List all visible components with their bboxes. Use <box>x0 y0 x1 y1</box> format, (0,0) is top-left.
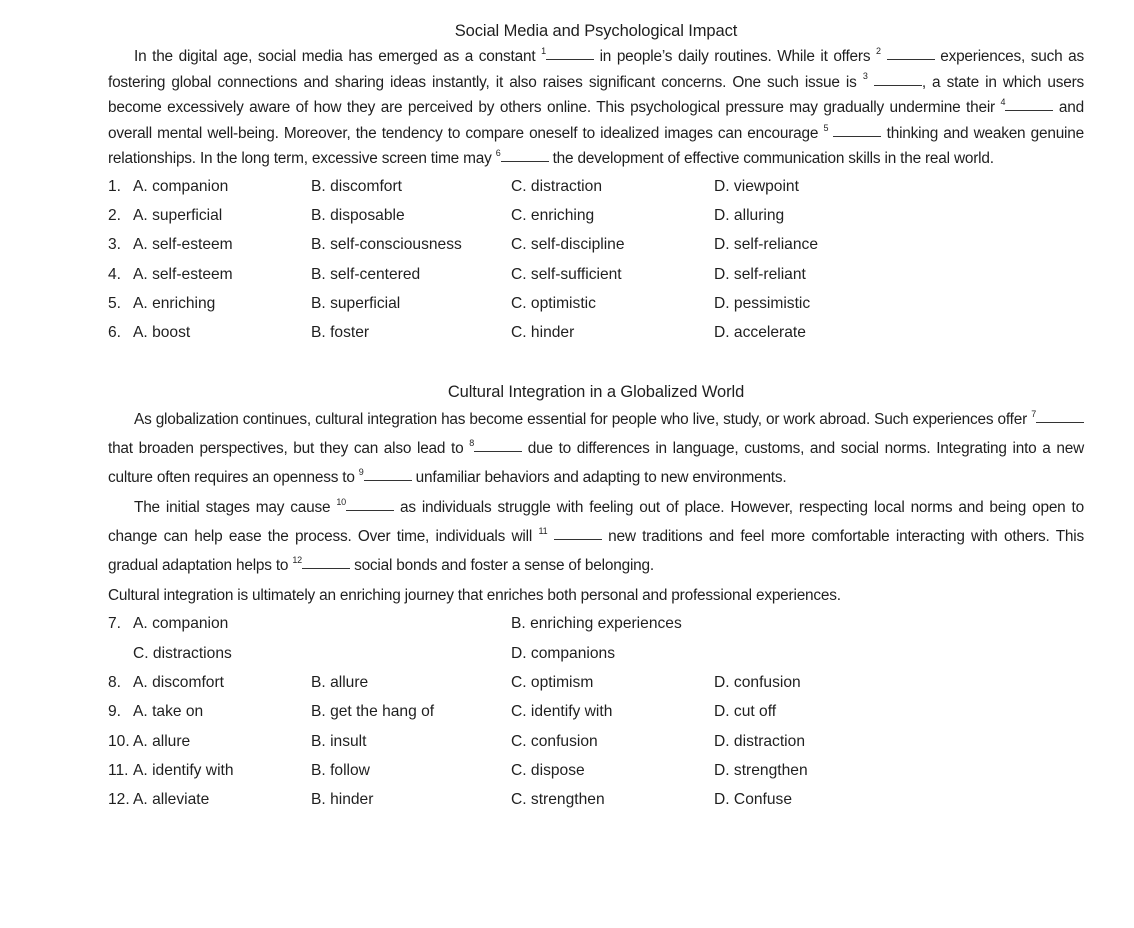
blank-number: 4 <box>1000 97 1006 108</box>
option-d[interactable]: D. pessimistic <box>714 294 811 312</box>
option-a[interactable]: A. companion <box>133 615 229 633</box>
question-row <box>108 231 1084 260</box>
blank-number: 6 <box>495 148 501 159</box>
blank-number: 11 <box>538 525 548 536</box>
blank-12[interactable] <box>302 567 350 569</box>
option-d[interactable]: D. accelerate <box>714 324 806 342</box>
option-c[interactable]: C. confusion <box>511 732 598 750</box>
question-number: 1. <box>108 177 122 195</box>
passage2-text: The initial stages may cause <box>134 498 337 516</box>
blank-4[interactable] <box>1005 109 1053 111</box>
question-number: 3. <box>108 236 122 254</box>
passage1-paragraph <box>108 44 1084 172</box>
option-b[interactable]: B. follow <box>311 761 370 779</box>
question-number: 9. <box>108 703 122 721</box>
passage1-title: Social Media and Psychological Impact <box>454 22 738 40</box>
passage2-text: that broaden perspectives, but they can also lead to <box>108 440 470 458</box>
blank-10[interactable] <box>346 509 394 511</box>
option-d[interactable]: D. Confuse <box>714 791 793 809</box>
blank-9[interactable] <box>364 479 412 481</box>
question-row <box>108 756 1084 785</box>
option-b[interactable]: B. get the hang of <box>311 703 435 721</box>
option-b[interactable]: B. self-centered <box>311 265 421 283</box>
option-a[interactable]: A. self-esteem <box>133 236 233 254</box>
option-a[interactable]: A. self-esteem <box>133 265 233 283</box>
passage2-text: As globalization continues, cultural integration has become essential for people who live, study, or work abroad. Such experiences offer <box>134 410 1032 428</box>
option-c[interactable]: C. identify with <box>511 703 613 721</box>
option-a[interactable]: A. identify with <box>133 761 234 779</box>
blank-8[interactable] <box>474 450 522 452</box>
option-c[interactable]: C. self-discipline <box>511 236 625 254</box>
option-d[interactable]: D. cut off <box>714 703 777 721</box>
option-d[interactable]: D. self-reliance <box>714 236 818 254</box>
option-d[interactable]: D. self-reliant <box>714 265 806 283</box>
option-a[interactable]: A. boost <box>133 324 191 342</box>
blank-2[interactable] <box>887 58 935 60</box>
option-b[interactable]: B. hinder <box>311 791 374 809</box>
section-spacer <box>108 348 1084 379</box>
question-number: 5. <box>108 294 122 312</box>
question-number: 4. <box>108 265 122 283</box>
blank-5[interactable] <box>833 135 881 137</box>
passage2-conclusion: Cultural integration is ultimately an enriching journey that enriches both personal and professional experiences. <box>108 586 841 604</box>
question-number: 7. <box>108 615 122 633</box>
option-d[interactable]: D. strengthen <box>714 761 808 779</box>
blank-number: 3 <box>862 71 868 82</box>
option-b[interactable]: B. allure <box>311 674 369 692</box>
question-row <box>108 727 1084 756</box>
blank-number: 9 <box>358 467 364 478</box>
question-number: 12. <box>108 791 130 809</box>
option-a[interactable]: A. allure <box>133 732 191 750</box>
blank-3[interactable] <box>874 84 922 86</box>
blank-number: 12 <box>292 555 302 566</box>
passage1-text: the development of effective communication skills in the real world. <box>548 150 994 168</box>
passage2-text: due to differences in language, customs, and social norms. Integrating into a new culture often requires an openness to <box>108 440 1084 487</box>
passage1-text: experiences, such as fostering global connections and sharing ideas instantly, it also raises significant concerns. One such issue is <box>108 48 1084 91</box>
blank-6[interactable] <box>501 160 549 162</box>
question-row <box>108 610 1084 639</box>
option-c[interactable]: C. dispose <box>511 761 585 779</box>
question-row <box>108 786 1084 815</box>
question-row <box>108 698 1084 727</box>
option-d[interactable]: D. alluring <box>714 206 785 224</box>
question-number: 2. <box>108 206 122 224</box>
question-number: 10. <box>108 732 130 750</box>
blank-number: 10 <box>336 496 346 507</box>
blank-1[interactable] <box>546 58 594 60</box>
option-c[interactable]: C. strengthen <box>511 791 605 809</box>
passage2-title: Cultural Integration in a Globalized World <box>447 382 745 401</box>
blank-11[interactable] <box>554 538 602 540</box>
question-row <box>108 172 1084 201</box>
blank-number: 2 <box>876 45 881 56</box>
option-d[interactable]: D. viewpoint <box>714 177 799 195</box>
blank-7[interactable] <box>1036 421 1084 423</box>
option-b[interactable]: B. superficial <box>311 294 401 312</box>
option-b[interactable]: B. foster <box>311 324 370 342</box>
question-number: 11. <box>108 761 129 779</box>
option-d[interactable]: D. distraction <box>714 732 805 750</box>
worksheet-page <box>108 18 1084 815</box>
option-b[interactable]: B. enriching experiences <box>511 615 682 633</box>
option-a[interactable]: A. superficial <box>133 206 223 224</box>
option-b[interactable]: B. insult <box>311 732 367 750</box>
passage1-options <box>108 172 1084 348</box>
question-row <box>108 289 1084 318</box>
option-c[interactable]: C. hinder <box>511 324 575 342</box>
option-a[interactable]: A. take on <box>133 703 204 721</box>
question-number: 6. <box>108 324 122 342</box>
option-c[interactable]: C. optimistic <box>511 294 596 312</box>
blank-number: 8 <box>469 437 475 448</box>
option-a[interactable]: A. discomfort <box>133 674 224 692</box>
passage1-text: and overall mental well-being. Moreover, the tendency to compare oneself to idealized images can encourage <box>108 99 1085 142</box>
question-row <box>108 639 1084 668</box>
passage1-text: , a state in which users become excessively aware of how they are perceived by others online. This psychological pressure may gradually undermine their <box>108 73 1085 117</box>
option-b[interactable]: B. disposable <box>311 206 405 224</box>
passage1-text: in people’s daily routines. While it offers <box>593 48 877 65</box>
option-d[interactable]: D. confusion <box>714 674 801 692</box>
option-c[interactable]: C. enriching <box>511 206 595 224</box>
option-b[interactable]: B. discomfort <box>311 177 402 195</box>
passage2-text: social bonds and foster a sense of belonging. <box>350 557 654 575</box>
question-row <box>108 668 1084 697</box>
option-a[interactable]: A. companion <box>133 177 229 195</box>
option-b[interactable]: B. self-consciousness <box>311 236 462 254</box>
option-d[interactable]: D. companions <box>511 644 616 662</box>
option-c[interactable]: C. distraction <box>511 177 602 195</box>
option-a[interactable]: A. alleviate <box>133 791 210 809</box>
passage1-text: In the digital age, social media has emerged as a constant <box>134 48 542 65</box>
question-row <box>108 260 1084 289</box>
question-row <box>108 318 1084 347</box>
passage2-options <box>108 610 1084 815</box>
passage2-text: new traditions and feel more comfortable interacting with others. This gradual adaptation helps to <box>108 527 1084 575</box>
blank-number: 5 <box>823 122 829 133</box>
option-c[interactable]: C. optimism <box>511 674 594 692</box>
question-number: 8. <box>108 674 122 692</box>
blank-number: 7 <box>1031 408 1036 419</box>
option-c[interactable]: C. self-sufficient <box>511 265 622 283</box>
passage2-paragraph-1 <box>108 405 1084 493</box>
passage2-text: unfamiliar behaviors and adapting to new environments. <box>411 469 787 487</box>
question-row <box>108 201 1084 230</box>
passage2-paragraph-2 <box>108 493 1084 581</box>
option-a[interactable]: A. enriching <box>133 294 216 312</box>
passage2-text: as individuals struggle with feeling out of place. However, respecting local norms and being open to change can help ease the process. Over time, individuals will <box>108 498 1084 545</box>
blank-number: 1 <box>541 45 546 56</box>
option-c[interactable]: C. distractions <box>133 644 232 662</box>
passage1-text: thinking and weaken genuine relationships. In the long term, excessive screen time may <box>108 124 1084 168</box>
